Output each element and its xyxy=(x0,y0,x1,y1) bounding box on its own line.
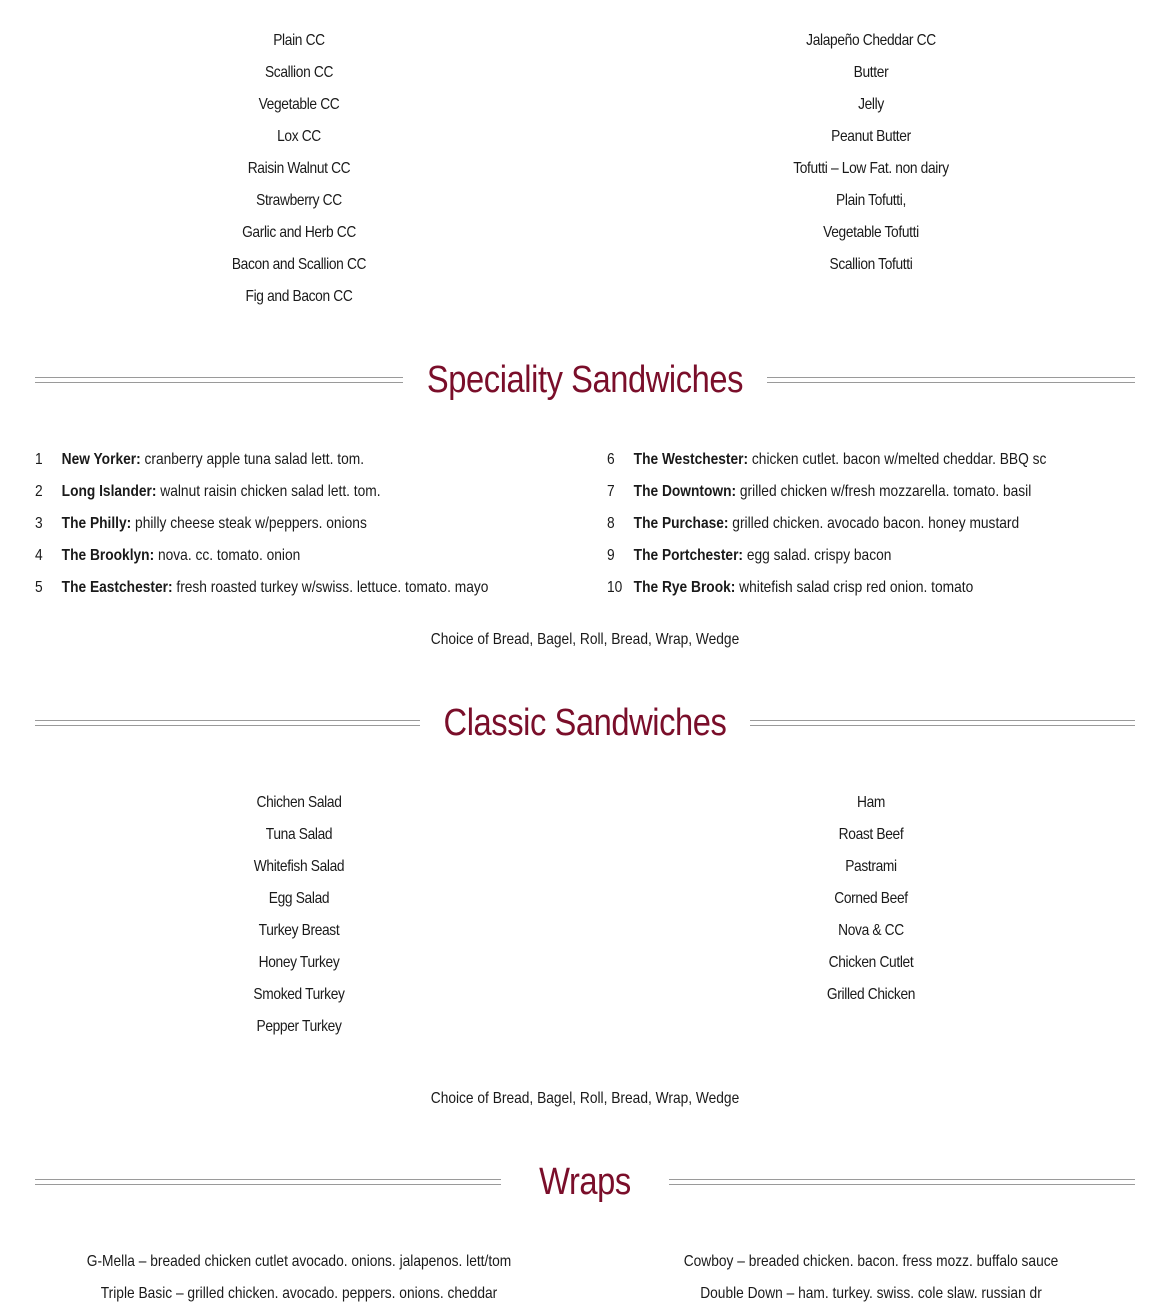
cream-cheese-list-left xyxy=(89,25,509,313)
wraps-section-header xyxy=(35,1152,1135,1212)
menu-item: Scallion Tofutti xyxy=(829,256,913,273)
sandwich-item xyxy=(607,508,1071,540)
item-description: philly cheese steak w/peppers. onions xyxy=(131,515,367,532)
item-number: 2 xyxy=(35,483,43,500)
sandwich-item xyxy=(607,476,1071,508)
menu-item: Vegetable CC xyxy=(258,96,340,113)
item-number: 8 xyxy=(607,515,615,532)
menu-item: Chichen Salad xyxy=(256,794,342,811)
menu-item: Fig and Bacon CC xyxy=(245,288,353,305)
item-number: 6 xyxy=(607,451,615,468)
sandwich-item xyxy=(35,540,499,572)
sandwich-item xyxy=(35,476,499,508)
item-name: The Portchester: xyxy=(633,547,744,564)
item-number: 1 xyxy=(35,451,43,468)
cream-cheese-list-right xyxy=(661,25,1081,281)
classic-section-header xyxy=(35,693,1135,753)
item-number: 7 xyxy=(607,483,615,500)
menu-item: Peanut Butter xyxy=(831,128,911,145)
sandwich-item xyxy=(35,444,499,476)
item-description: grilled chicken w/fresh mozzarella. tomato. basil xyxy=(736,483,1032,500)
item-name: The Rye Brook: xyxy=(633,579,736,596)
wrap-item: Cowboy – breaded chicken. bacon. fress mozz. buffalo sauce xyxy=(683,1253,1059,1270)
menu-item: Jelly xyxy=(858,96,884,113)
speciality-list-right xyxy=(607,444,1147,604)
item-description: cranberry apple tuna salad lett. tom. xyxy=(140,451,365,468)
item-name: The Philly: xyxy=(61,515,132,532)
item-description: walnut raisin chicken salad lett. tom. xyxy=(156,483,381,500)
menu-item: Ham xyxy=(856,794,886,811)
sandwich-item xyxy=(35,572,499,604)
item-number: 10 xyxy=(607,579,623,596)
menu-item: Tofutti – Low Fat. non dairy xyxy=(793,160,949,177)
menu-item: Pepper Turkey xyxy=(256,1018,342,1035)
item-description: whitefish salad crisp red onion. tomato xyxy=(735,579,974,596)
wraps-list-right xyxy=(591,1246,1151,1310)
menu-item: Raisin Walnut CC xyxy=(247,160,351,177)
speciality-bread-note: Choice of Bread, Bagel, Roll, Bread, Wrap, Wedge xyxy=(430,631,740,648)
sandwich-item xyxy=(607,572,1071,604)
menu-item: Scallion CC xyxy=(264,64,334,81)
menu-item: Pastrami xyxy=(845,858,897,875)
sandwich-item xyxy=(607,444,1071,476)
menu-item: Plain CC xyxy=(273,32,325,49)
item-name: The Brooklyn: xyxy=(61,547,155,564)
menu-item: Chicken Cutlet xyxy=(828,954,914,971)
sandwich-item xyxy=(607,540,1071,572)
menu-item: Bacon and Scallion CC xyxy=(231,256,367,273)
menu-item: Smoked Turkey xyxy=(253,986,345,1003)
speciality-title: Speciality Sandwiches xyxy=(426,359,744,401)
speciality-list-left xyxy=(35,444,575,604)
menu-item: Strawberry CC xyxy=(256,192,342,209)
item-name: The Purchase: xyxy=(633,515,729,532)
menu-item: Butter xyxy=(853,64,889,81)
menu-item: Garlic and Herb CC xyxy=(242,224,356,241)
wraps-list-left xyxy=(19,1246,579,1310)
item-name: The Westchester: xyxy=(633,451,749,468)
item-description: chicken cutlet. bacon w/melted cheddar. BBQ sc xyxy=(748,451,1047,468)
speciality-section-header xyxy=(35,350,1135,410)
item-description: nova. cc. tomato. onion xyxy=(154,547,301,564)
menu-item: Roast Beef xyxy=(838,826,904,843)
item-description: grilled chicken. avocado bacon. honey mustard xyxy=(728,515,1020,532)
wraps-title: Wraps xyxy=(539,1161,631,1203)
item-number: 4 xyxy=(35,547,43,564)
menu-item: Corned Beef xyxy=(834,890,908,907)
classic-bread-note: Choice of Bread, Bagel, Roll, Bread, Wrap, Wedge xyxy=(430,1090,740,1107)
item-number: 3 xyxy=(35,515,43,532)
classic-list-right xyxy=(661,787,1081,1011)
classic-title: Classic Sandwiches xyxy=(443,702,727,744)
item-number: 9 xyxy=(607,547,615,564)
menu-item: Nova & CC xyxy=(838,922,904,939)
item-description: fresh roasted turkey w/swiss. lettuce. tomato. mayo xyxy=(172,579,489,596)
wrap-item: Triple Basic – grilled chicken. avocado. peppers. onions. cheddar xyxy=(100,1285,498,1302)
item-name: The Downtown: xyxy=(633,483,737,500)
menu-item: Grilled Chicken xyxy=(826,986,916,1003)
item-name: Long Islander: xyxy=(61,483,157,500)
wrap-item: Double Down – ham. turkey. swiss. cole slaw. russian dr xyxy=(700,1285,1042,1302)
menu-item: Plain Tofutti, xyxy=(836,192,906,209)
menu-item: Lox CC xyxy=(277,128,321,145)
classic-list-left xyxy=(89,787,509,1043)
item-name: The Eastchester: xyxy=(61,579,173,596)
item-number: 5 xyxy=(35,579,43,596)
menu-item: Vegetable Tofutti xyxy=(823,224,919,241)
menu-item: Jalapeño Cheddar CC xyxy=(806,32,936,49)
menu-item: Turkey Breast xyxy=(258,922,340,939)
menu-item: Honey Turkey xyxy=(258,954,340,971)
menu-item: Tuna Salad xyxy=(265,826,333,843)
item-description: egg salad. crispy bacon xyxy=(743,547,892,564)
item-name: New Yorker: xyxy=(61,451,141,468)
menu-item: Egg Salad xyxy=(268,890,330,907)
wrap-item: G-Mella – breaded chicken cutlet avocado. onions. jalapenos. lett/tom xyxy=(86,1253,512,1270)
sandwich-item xyxy=(35,508,499,540)
menu-item: Whitefish Salad xyxy=(253,858,345,875)
